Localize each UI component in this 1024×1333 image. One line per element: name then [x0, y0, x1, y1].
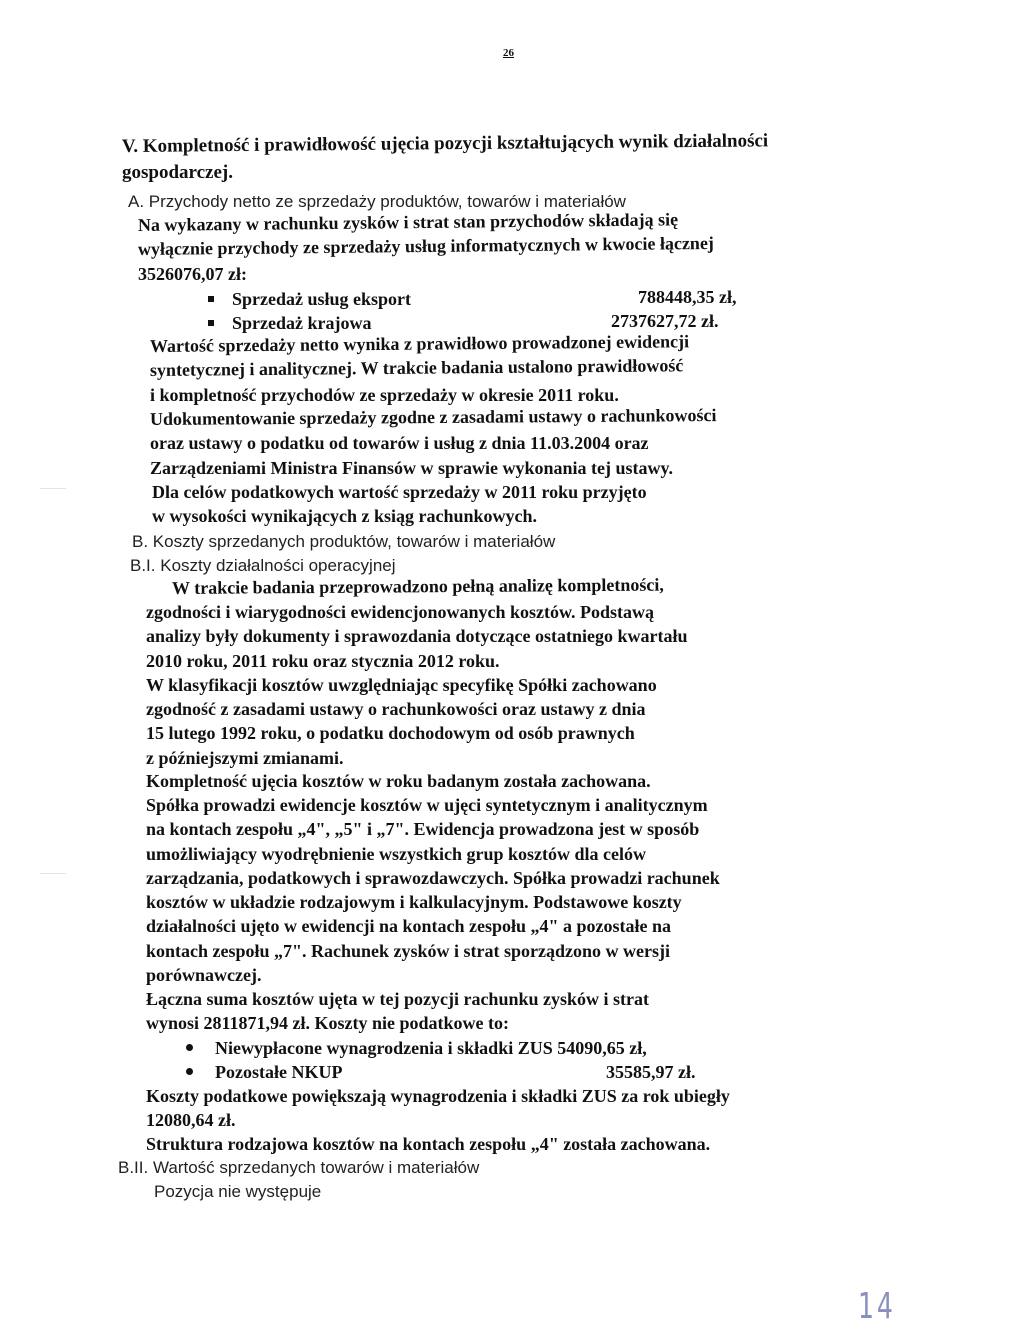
item-label: Sprzedaż krajowa — [232, 313, 372, 333]
section-b-heading: B. Koszty sprzedanych produktów, towarów i materiałów — [132, 532, 556, 551]
hole-punch-mark — [40, 873, 66, 874]
section-b-body-2: zgodności i wiarygodności ewidencjonowanych kosztów. Podstawą — [146, 602, 655, 622]
section-a-item-export — [208, 289, 411, 310]
section-a-item-export-amount: 788448,35 zł, — [638, 287, 737, 307]
section-b2-heading: B.II. Wartość sprzedanych towarów i materiałów — [118, 1158, 480, 1177]
section-v-title-line2: gospodarczej. — [122, 162, 233, 183]
section-b-item-unpaid — [186, 1038, 647, 1059]
bullet-icon — [208, 320, 214, 326]
section-b-body-10: Spółka prowadzi ewidencje kosztów w ujęci syntetycznym i analitycznym — [146, 795, 708, 815]
section-b-tail-1: Koszty podatkowe powiększają wynagrodzenia i składki ZUS za rok ubiegły — [146, 1086, 730, 1106]
section-a-body-1: Wartość sprzedaży netto wynika z prawidłowo prowadzonej ewidencji — [149, 331, 690, 356]
section-b-body-4: 2010 roku, 2011 roku oraz stycznia 2012 roku. — [146, 651, 500, 671]
section-a-heading: A. Przychody netto ze sprzedaży produktów, towarów i materiałów — [128, 192, 626, 211]
section-a-body-2: syntetycznej i analitycznej. W trakcie badania ustalono prawidłowość — [149, 355, 684, 380]
section-b-body-14: kosztów w układzie rodzajowym i kalkulacyjnym. Podstawowe koszty — [146, 892, 682, 912]
section-a-intro-3: 3526076,07 zł: — [138, 264, 247, 284]
section-b-body-9: Kompletność ujęcia kosztów w roku badanym została zachowana. — [146, 771, 651, 791]
item-label: Sprzedaż usług eksport — [232, 289, 412, 309]
section-b-body-19: wynosi 2811871,94 zł. Koszty nie podatkowe to: — [146, 1013, 510, 1033]
item-label: Pozostałe NKUP — [215, 1062, 343, 1082]
bullet-icon — [186, 1044, 193, 1051]
section-b-item-other-nkup-amount: 35585,97 zł. — [606, 1062, 696, 1082]
section-a-item-domestic-amount: 2737627,72 zł. — [611, 311, 719, 331]
section-b-item-other-nkup — [186, 1062, 342, 1083]
section-b-tail-2: 12080,64 zł. — [146, 1110, 236, 1130]
section-a-body-8: w wysokości wynikających z ksiąg rachunkowych. — [152, 506, 538, 526]
section-a-intro-1: Na wykazany w rachunku zysków i strat stan przychodów składają się — [137, 209, 679, 235]
section-b2-note: Pozycja nie występuje — [154, 1182, 322, 1201]
section-b-tail-3: Struktura rodzajowa kosztów na kontach zespołu „4" została zachowana. — [146, 1134, 711, 1154]
section-a-body-3: i kompletność przychodów ze sprzedaży w okresie 2011 roku. — [150, 385, 619, 405]
section-b-body-6: zgodność z zasadami ustawy o rachunkowości oraz ustawy z dnia — [146, 699, 646, 719]
section-a-body-7: Dla celów podatkowych wartość sprzedaży w 2011 roku przyjęto — [152, 482, 647, 502]
section-b-body-7: 15 lutego 1992 roku, o podatku dochodowym od osób prawnych — [146, 723, 635, 743]
section-a-item-domestic — [208, 313, 371, 334]
section-b-body-16: kontach zespołu „7". Rachunek zysków i strat sporządzono w wersji — [146, 941, 671, 961]
hole-punch-mark — [40, 488, 66, 489]
section-a-body-4: Udokumentowanie sprzedaży zgodne z zasadami ustawy o rachunkowości — [149, 405, 717, 429]
section-a-body-6: Zarządzeniami Ministra Finansów w sprawie wykonania tej ustawy. — [150, 458, 674, 478]
section-b-body-3: analizy były dokumenty i sprawozdania dotyczące ostatniego kwartału — [146, 626, 688, 646]
section-b-body-18: Łączna suma kosztów ujęta w tej pozycji rachunku zysków i strat — [146, 989, 649, 1009]
section-a-body-5: oraz ustawy o podatku od towarów i usług z dnia 11.03.2004 oraz — [150, 433, 649, 453]
section-v-title-line1: V. Kompletność i prawidłowość ujęcia pozycji kształtujących wynik działalności — [121, 130, 769, 157]
handwritten-page-mark: 14 — [858, 1286, 896, 1327]
section-b-body-11: na kontach zespołu „4", „5" i „7". Ewidencja prowadzona jest w sposób — [146, 819, 700, 839]
section-b-body-1: W trakcie badania przeprowadzono pełną analizę kompletności, — [171, 574, 664, 598]
page-number: 26 — [503, 47, 514, 59]
section-b-body-12: umożliwiający wyodrębnienie wszystkich grup kosztów dla celów — [146, 844, 646, 864]
section-b-body-8: z późniejszymi zmianami. — [146, 748, 344, 768]
bullet-icon — [186, 1068, 193, 1075]
section-b-body-17: porównawczej. — [146, 965, 262, 985]
section-b-body-15: działalności ujęto w ewidencji na kontach zespołu „4" a pozostałe na — [146, 916, 672, 936]
section-b-body-5: W klasyfikacji kosztów uwzględniając specyfikę Spółki zachowano — [146, 675, 657, 695]
section-b1-heading: B.I. Koszty działalności operacyjnej — [130, 556, 396, 575]
item-label: Niewypłacone wynagrodzenia i składki ZUS 54090,65 zł, — [215, 1038, 647, 1058]
bullet-icon — [208, 296, 214, 302]
section-a-intro-2: wyłącznie przychody ze sprzedaży usług informatycznych w kwocie łącznej — [137, 232, 714, 259]
section-b-body-13: zarządzania, podatkowych i sprawozdawczych. Spółka prowadzi rachunek — [146, 868, 720, 888]
